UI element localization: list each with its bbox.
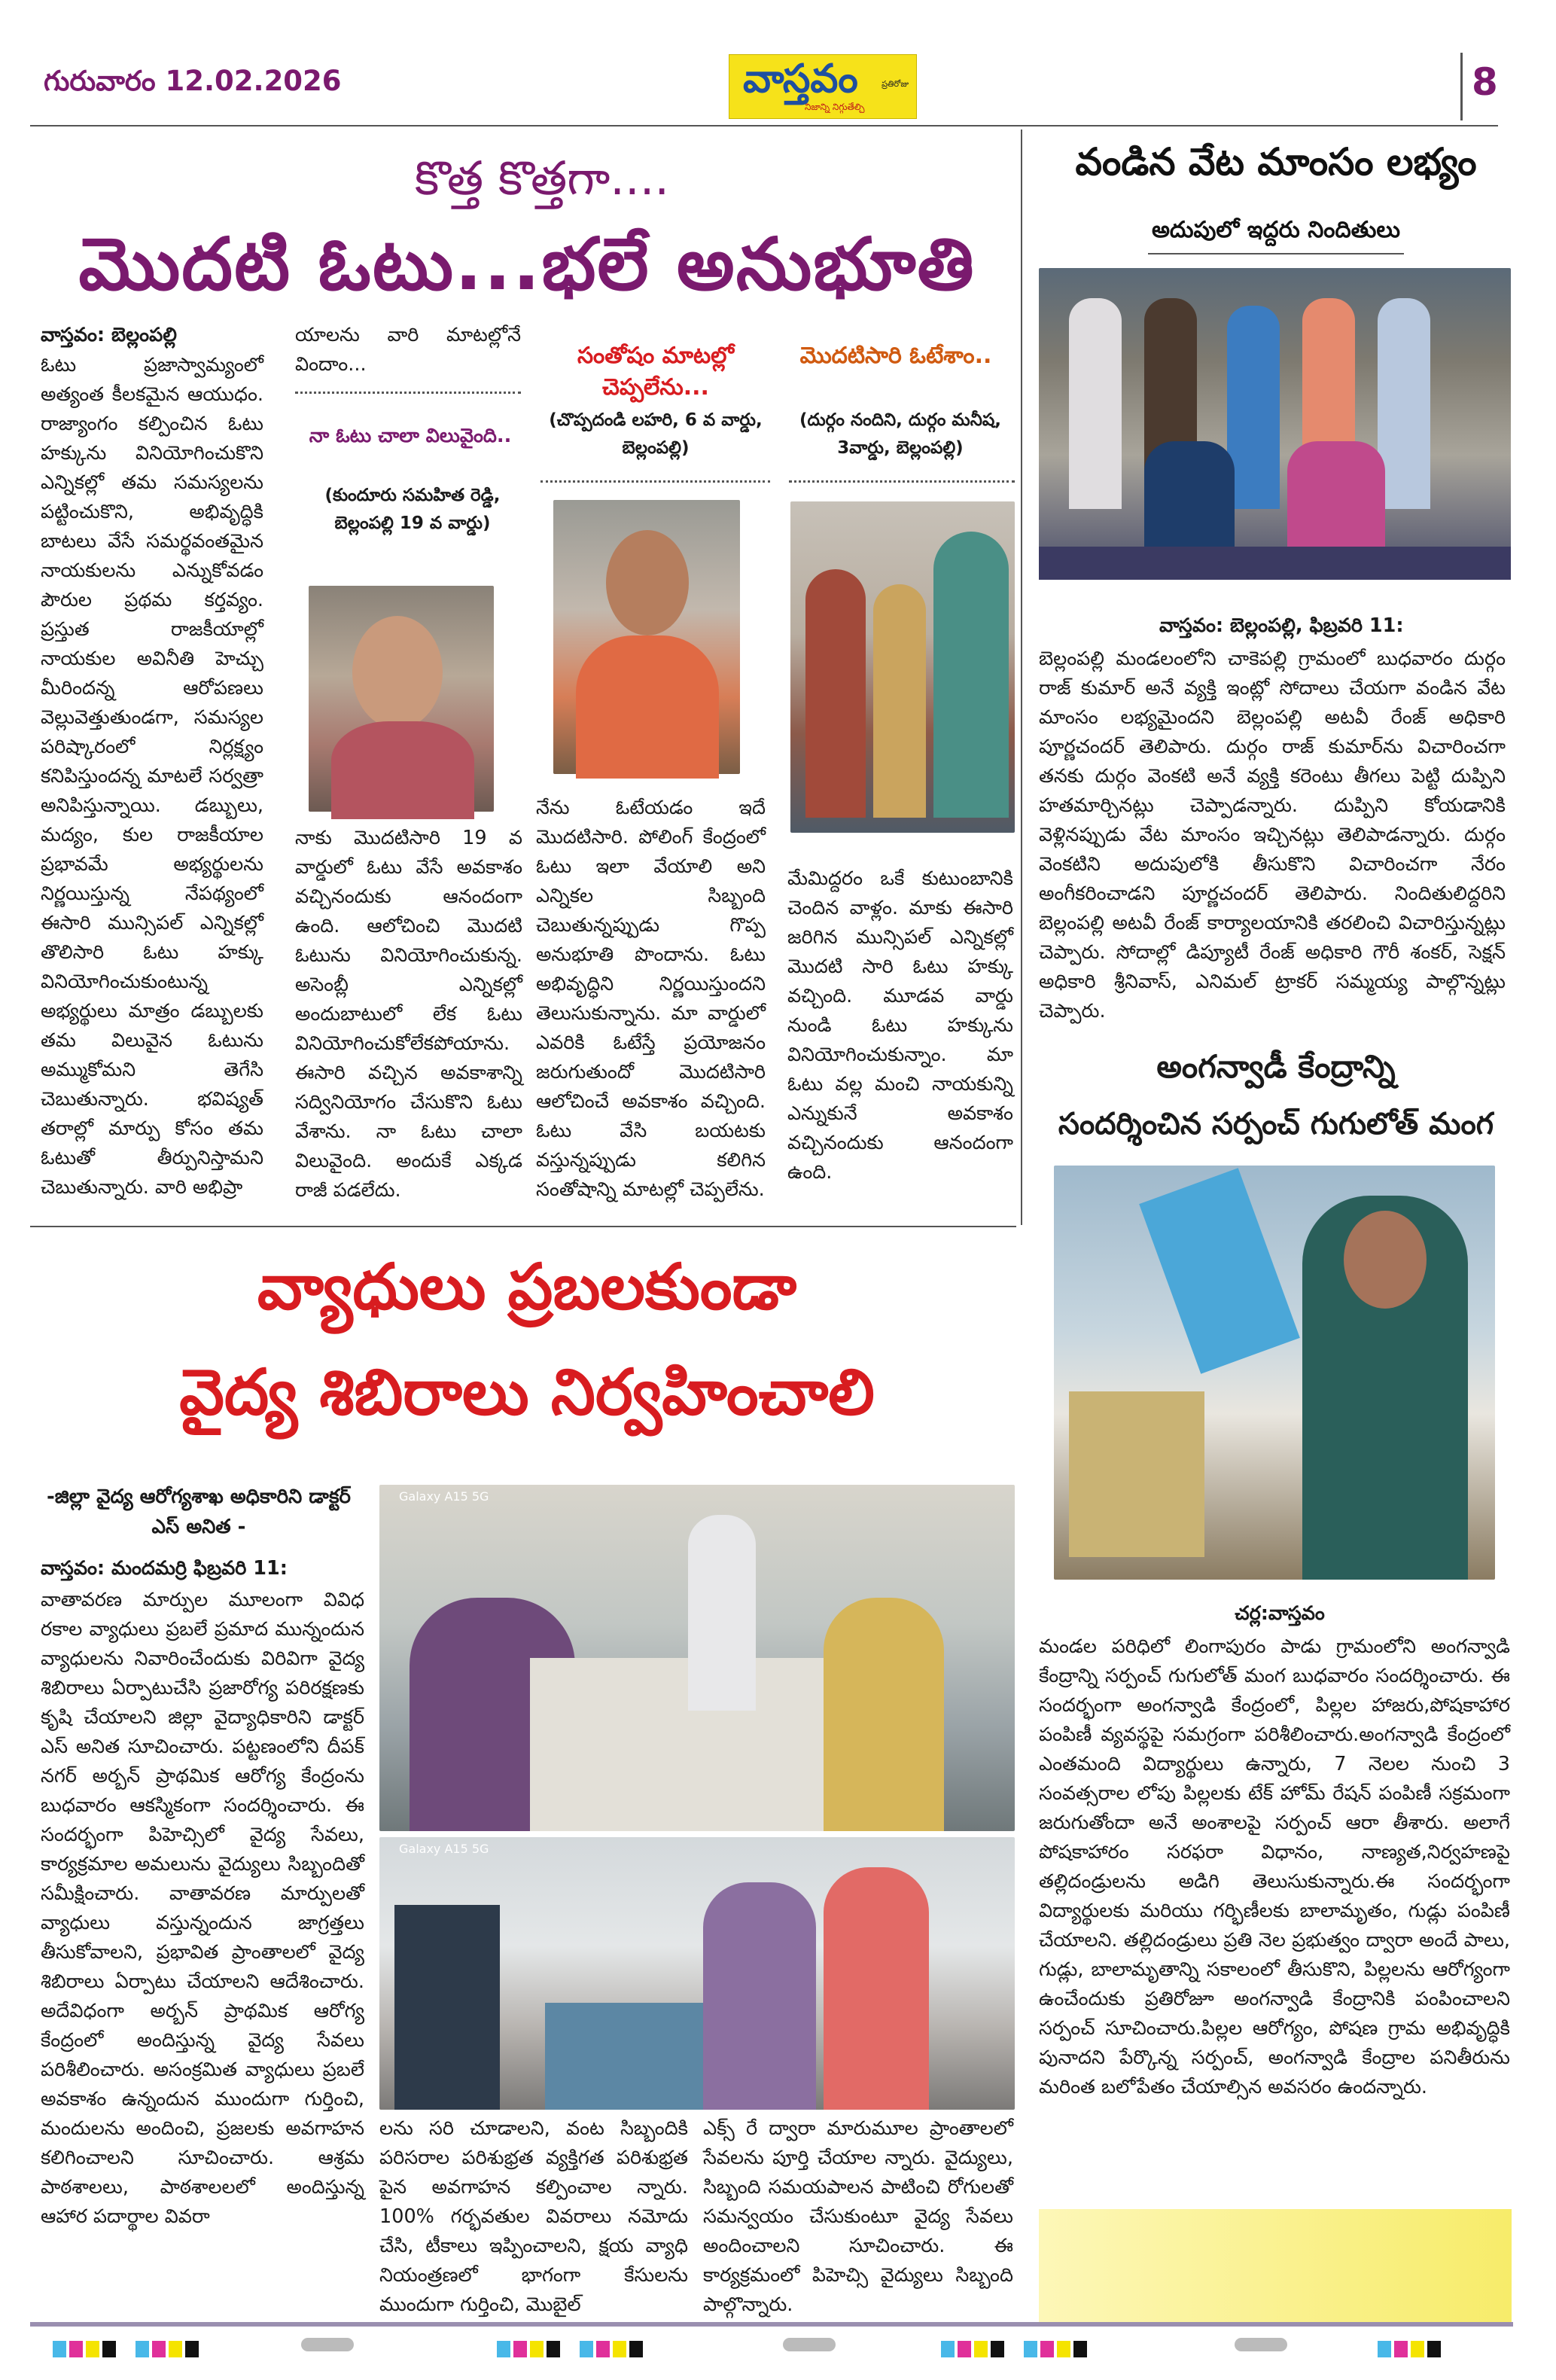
divider-dots [789, 480, 1015, 483]
story-divider-horizontal [30, 1226, 1016, 1227]
story4-col3: ఎక్స్ రే ద్వారా మారుమూల ప్రాంతాలలో సేవలను పూర్తి చేయాల న్నారు. వైద్యులు, సిబ్బంది సమయపాలన పాటించి రోగులతో సమన్వయం చేసుకుంటూ వైద్య సేవలు అందించాలని సూచించారు. ఈ కార్యక్రమంలో పిహెచ్సి వైద్యులు సిబ్బంది పాల్గొన్నారు. [703, 2117, 1013, 2316]
header-divider [1460, 53, 1463, 120]
story3-headline-line1: అంగన్వాడీ కేంద్రాన్ని [1156, 1048, 1396, 1085]
story4-headline-line1: వ్యాధులు ప్రబలకుండా [257, 1250, 797, 1324]
registration-mark [301, 2338, 354, 2351]
story4-col1: వాతావరణ మార్పుల మూలంగా వివిధ రకాల వ్యాధులు ప్రబలే ప్రమాద మున్నందున వ్యాధులను నివారించేందుకు విరివిగా వైద్య శిబిరాలు ఏర్పాటుచేసి ప్రజారోగ్య పరిరక్షణకు కృషి చేయాలని జిల్లా వైద్యాధికారిని డాక్టర్ ఎస్ అనిత సూచించారు. పట్టణంలోని దీపక్ నగర్ అర్బన్ ప్రాథమిక ఆరోగ్య కేంద్రంను బుధవారం ఆకస్మికంగా సందర్శించారు. ఈ సందర్భంగా పిహెచ్సిలో వైద్య సేవలు, కార్యక్రమాల అమలును వైద్యులు సిబ్బందితో సమీక్షించారు. వాతావరణ మార్పులతో వ్యాధులు వస్తున్నందున జాగ్రత్తలు తీసుకోవాలని, ప్రభావిత ప్రాంతాలలో వైద్య శిబిరాలు ఏర్పాటు చేయాలని ఆదేశించారు. అదేవిధంగా అర్బన్ ప్రాథమిక ఆరోగ్య కేంద్రంలో అందిస్తున్న వైద్య సేవలు పరిశీలించారు. అసంక్రమిత వ్యాధులు ప్రబలే అవకాశం ఉన్నందున ముందుగా గుర్తించి, మందులను అందించి, ప్రజలకు అవగాహన కలిగించాలని సూచించారు. ఆశ్రమ పాఠశాలలు, పాఠశాలలలో అందిస్తున్న ఆహార పదార్థాల వివరా [41, 1589, 364, 2228]
quote3-byline: (దుర్గం నందిని, దుర్గం మనీష, 3వార్డు, బెల్లంపల్లి) [799, 410, 1002, 458]
registration-marks [1378, 2341, 1441, 2357]
story-divider-vertical [1021, 130, 1022, 1225]
registration-marks [941, 2341, 1087, 2357]
quote1-title: నా ఓటు చాలా విలువైంది.. [309, 425, 512, 447]
anganwadi-photo [1054, 1166, 1495, 1580]
masthead-tag: ప్రతిరోజు [882, 79, 909, 89]
header-rule [30, 125, 1498, 126]
story1-col2-top: యాలను వారి మాటల్లోనే విందాం... [295, 324, 521, 376]
story1-dateline: వాస్తవం: బెల్లంపల్లి [41, 324, 177, 346]
subhead-underline [1148, 253, 1404, 254]
quote1-body: నాకు మొదటిసారి 19 వ వార్డులో ఓటు వేసే అవకాశం వచ్చినందుకు ఆనందంగా ఉంది. ఆలోచించి మొదటి ఓటును వినియోగించుకున్న. అసెంబ్లీ ఎన్నికల్లో అందుబాటులో లేక ఓటు వినియోగించుకోలేకపోయాను. ఈసారి వచ్చిన అవకాశాన్ని సద్వినియోగం చేసుకొని ఓటు వేశాను. నా ఓటు చాలా విలువైంది. అందుకే ఎక్కడ రాజీ పడలేదు. [295, 827, 522, 1202]
voters-photo-3 [790, 501, 1015, 833]
phc-photo-1 [379, 1485, 1015, 1831]
quote3-body: మేమిద్దరం ఒకే కుటుంబానికి చెందిన వాళ్లం. మాకు ఈసారి జరిగిన మున్సిపల్ ఎన్నికల్లో మొదటి సారి ఓటు హక్కు వచ్చింది. మూడవ వార్డు నుండి ఓటు హక్కును వినియోగించుకున్నాం. మా ఓటు వల్ల మంచి నాయకున్ని ఎన్నుకునే అవకాశం వచ్చినందుకు ఆనందంగా ఉంది. [787, 867, 1013, 1184]
story3-body: మండల పరిధిలో లింగాపురం పాడు గ్రామంలోని అంగన్వాడి కేంద్రాన్ని సర్పంచ్ గుగులోత్ మంగ బుధవారం సందర్శించారు. ఈ సందర్భంగా అంగన్వాడి కేంద్రంలో, పిల్లల హాజరు,పోషకాహార పంపిణీ వ్యవస్థపై సమగ్రంగా పరిశీలించారు.అంగన్వాడి కేంద్రంలో ఎంతమంది విద్యార్థులు ఉన్నారు, 7 నెలల నుంచి 3 సంవత్సరాల లోపు పిల్లలకు టేక్ హోమ్ రేషన్ పంపిణీ సక్రమంగా జరుగుతోందా అనే అంశాలపై సర్పంచ్ ఆరా తీశారు. అలాగే పోషకాహారం సరఫరా విధానం, నాణ్యత,నిర్వహణపై తల్లిదండ్రులను అడిగి తెలుసుకున్నారు.ఈ సందర్భంగా విద్యార్థులకు మరియు గర్భిణీలకు బాలామృతం, గుడ్లు పంపిణీ చేయాలని. తల్లిదండ్రులు ప్రతి నెల ప్రభుత్వం ద్వారా అందే పాలు, గుడ్లు, బాలామృతాన్ని సకాలంలో తీసుకొని, పిల్లలను ఆరోగ్యంగా ఉంచేందుకు ప్రతిరోజూ అంగన్వాడి కేంద్రానికి పంపించాలని సర్పంచ్ సూచించారు.పిల్లల ఆరోగ్యం, పోషణ గ్రామ అభివృద్ధికి పునాదని పేర్కొన్న సర్పంచ్, అంగన్వాడి కేంద్రాల పనితీరును మరింత బలోపేతం చేయాల్సిన అవసరం ఉందన్నారు. [1039, 1635, 1510, 2098]
story2-headline: వండిన వేట మాంసం లభ్యం [1075, 140, 1477, 184]
quote2-byline: (చొప్పదండి లహరి, 6 వ వార్డు, బెల్లంపల్లి) [549, 410, 763, 458]
voter-photo-1 [309, 586, 494, 812]
story4-headline-line2: వైద్య శిబిరాలు నిర్వహించాలి [179, 1355, 875, 1429]
page-number: 8 [1472, 60, 1498, 104]
yellow-panel [1039, 2209, 1512, 2322]
story3-headline-line2: సందర్శించిన సర్పంచ్ గుగులోత్ మంగ [1058, 1107, 1494, 1141]
story2-subhead: అదుపులో ఇద్దరు నిందితులు [1151, 217, 1401, 243]
masthead-subtitle: నిజాన్ని నిగ్గుతేల్చి [805, 102, 865, 112]
accused-photo [1039, 268, 1511, 580]
photo-watermark: Galaxy A15 5G [399, 1842, 489, 1856]
registration-mark [783, 2338, 836, 2351]
divider-dots [540, 480, 770, 483]
story2-dateline: వాస్తవం: బెల్లంపల్లి, ఫిబ్రవరి 11: [1159, 614, 1404, 637]
story1-headline: మొదటి ఓటు...భలే అనుభూతి [78, 222, 976, 306]
story3-dateline: చర్ల:వాస్తవం [1235, 1602, 1325, 1625]
registration-marks [497, 2341, 643, 2357]
quote1-byline: (కుందూరు సమహిత రెడ్డి, బెల్లంపల్లి 19 వ వార్డు) [324, 486, 501, 533]
story2-body: బెల్లంపల్లి మండలంలోని చాకెపల్లి గ్రామంలో బుధవారం దుర్గం రాజ్ కుమార్ అనే వ్యక్తి ఇంట్లో సోదాలు చేయగా వండిన వేట మాంసం లభ్యమైందని బెల్లంపల్లి అటవీ రేంజ్ అధికారి పూర్ణచందర్ తెలిపారు. దుర్గం రాజ్ కుమార్‌ను విచారించగా తనకు దుర్గం వెంకటి అనే వ్యక్తి కరెంటు తీగలు పెట్టి దుప్పిని హతమార్చినట్లు చెప్పాడన్నారు. దుప్పిని కోయడానికి వెళ్లినప్పుడు వేట మాంసం ఇచ్చినట్లు తెలిపాడన్నారు. దుర్గం వెంకటిని అదుపులోకి తీసుకొని విచారించగా నేరం అంగీకరించాడని పూర్ణచందర్ తెలిపారు. నిందితులిద్దరిని బెల్లంపల్లి అటవీ రేంజ్ కార్యాలయానికి తరలించి విచారిస్తున్నట్లు చెప్పారు. సోదాల్లో డిప్యూటీ రేంజ్ అధికారి గౌరీ శంకర్, సెక్షన్ అధికారి శ్రీనివాస్, ఎనిమల్ ట్రాకర్ సమ్మయ్య పాల్గొన్నట్లు చెప్పారు. [1039, 648, 1506, 1022]
story4-byline: -జిల్లా వైద్య ఆరోగ్యశాఖ అధికారిని డాక్టర్ ఎస్ అనిత - [47, 1486, 351, 1538]
registration-marks [53, 2341, 199, 2357]
photo-watermark: Galaxy A15 5G [399, 1489, 489, 1504]
phc-photo-2 [379, 1837, 1015, 2110]
story1-kicker: కొత్త కొత్తగా.... [414, 151, 670, 206]
story1-col1: ఓటు ప్రజాస్వామ్యంలో అత్యంత కీలకమైన ఆయుధం. రాజ్యాంగం కల్పించిన ఓటు హక్కును వినియోగించుకొని ఎన్నికల్లో తమ సమస్యలను పట్టించుకొని, అభివృద్ధికి బాటలు వేసే సమర్థవంతమైన నాయకులను ఎన్నుకోవడం పౌరుల ప్రథమ కర్తవ్యం. ప్రస్తుత రాజకీయాల్లో నాయకుల అవినీతి హెచ్చు మీరిందన్న ఆరోపణలు వెల్లువెత్తుతుండగా, సమస్యల పరిష్కారంలో నిర్లక్ష్యం కనిపిస్తుందన్న మాటలే సర్వత్రా అనిపిస్తున్నాయి. డబ్బులు, మద్యం, కుల రాజకీయాల ప్రభావమే అభ్యర్థులను నిర్ణయిస్తున్న నేపథ్యంలో ఈసారి మున్సిపల్ ఎన్నికల్లో తొలిసారి ఓటు హక్కు వినియోగించుకుంటున్న అభ్యర్థులు మాత్రం డబ్బులకు తమ విలువైన ఓటును అమ్ముకోమని తెగేసి చెబుతున్నారు. భవిష్యత్ తరాల్లో మార్పు కోసం తమ ఓటుతో తీర్పునిస్తామని చెబుతున్నారు. వారి అభిప్రా [41, 354, 263, 1199]
issue-date: గురువారం 12.02.2026 [44, 65, 342, 97]
story4-dateline: వాస్తవం: మందమర్రి ఫిబ్రవరి 11: [41, 1557, 288, 1580]
masthead [729, 54, 917, 119]
registration-mark [1235, 2338, 1287, 2351]
footer-rule [30, 2322, 1513, 2327]
quote2-body: నేను ఓటేయడం ఇదే మొదటిసారి. పోలింగ్ కేంద్రంలో ఓటు ఇలా వేయాలి అని ఎన్నికల సిబ్బంది చెబుతున్నప్పుడు గొప్ప అనుభూతి పొందాను. ఓటు అభివృద్ధిని నిర్ణయిస్తుందని తెలుసుకున్నాను. మా వార్డులో ఎవరికి ఓటేస్తే ప్రయోజనం జరుగుతుందో మొదటిసారి ఆలోచించే అవకాశం వచ్చింది. ఓటు వేసి బయటకు వస్తున్నప్పుడు కలిగిన సంతోషాన్ని మాటల్లో చెప్పలేను. [536, 797, 766, 1201]
voter-photo-2 [553, 500, 740, 774]
masthead-logo: వాస్తవం [743, 56, 858, 102]
divider-dots [295, 392, 521, 394]
quote2-title: సంతోషం మాటల్లో చెప్పలేను... [577, 343, 734, 401]
quote3-title: మొదటిసారి ఓటేశాం.. [799, 343, 992, 369]
story4-col2: లను సరి చూడాలని, వంట సిబ్బందికి పరిసరాల పరిశుభ్రత వ్యక్తిగత పరిశుభ్రత పైన అవగాహన కల్పించాల న్నారు. 100% గర్భవతుల వివరాలు నమోదు చేసి, టీకాలు ఇప్పించాలని, క్షయ వ్యాధి నియంత్రణలో భాగంగా కేసులను ముందుగా గుర్తించి, మొబైల్ [379, 2117, 688, 2316]
